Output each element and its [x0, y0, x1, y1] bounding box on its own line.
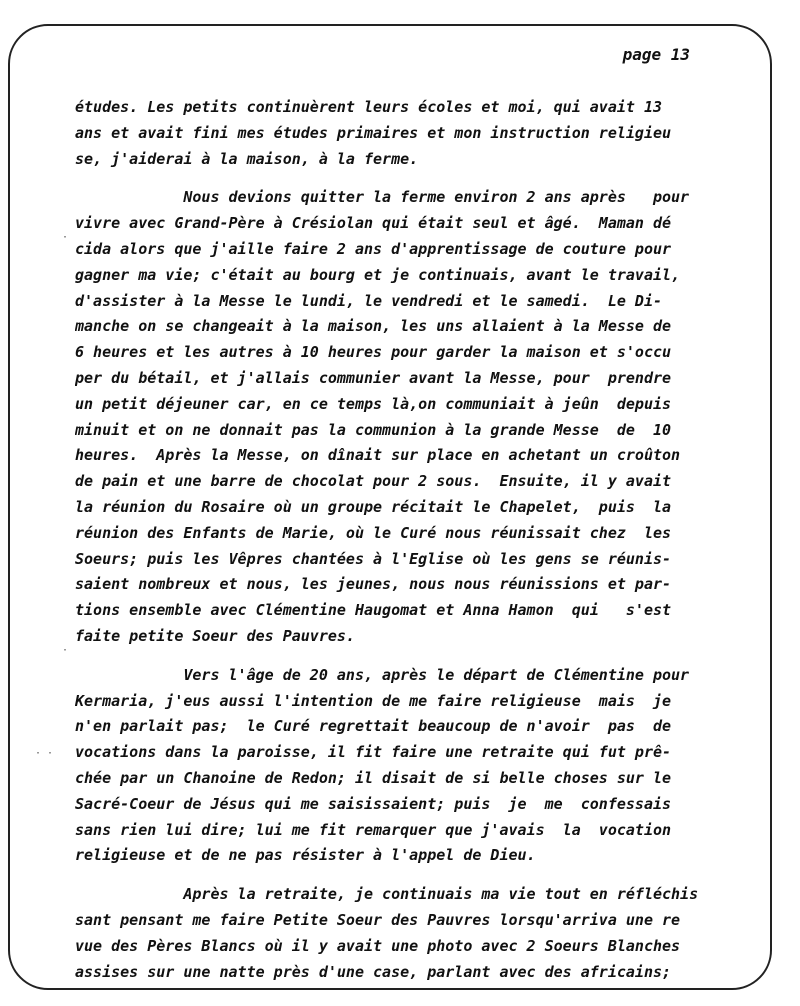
- text-line: Sacré-Coeur de Jésus qui me saisissaient; puis je me confessais: [75, 794, 672, 813]
- text-line: d'assister à la Messe le lundi, le vendredi et le samedi. Le Di-: [75, 291, 662, 310]
- text-line: Soeurs; puis les Vêpres chantées à l'Eglise où les gens se réunis-: [75, 549, 672, 568]
- text-line: études. Les petits continuèrent leurs écoles et moi, qui avait 13: [75, 98, 662, 116]
- text-line: manche on se changeait à la maison, les uns allaient à la Messe de: [75, 317, 672, 336]
- text-line: Après la retraite, je continuais ma vie tout en réfléchis: [75, 885, 699, 904]
- text-line: un petit déjeuner car, en ce temps là,on communiait à jeûn depuis: [75, 394, 672, 413]
- text-line: tions ensemble avec Clémentine Haugomat et Anna Hamon qui s'est: [75, 601, 672, 620]
- text-line: Kermaria, j'eus aussi l'intention de me faire religieuse mais je: [75, 691, 672, 710]
- text-line: minuit et on ne donnait pas la communion à la grande Messe de 10: [75, 420, 672, 439]
- document-body: [75, 95, 730, 985]
- text-line: vue des Pères Blancs où il y avait une photo avec 2 Soeurs Blanches: [75, 936, 681, 955]
- scan-mark: · ·: [35, 748, 54, 759]
- text-line: la réunion du Rosaire où un groupe récitait le Chapelet, puis la: [75, 497, 672, 516]
- text-line: saient nombreux et nous, les jeunes, nous nous réunissions et par-: [75, 575, 672, 594]
- text-line: 6 heures et les autres à 10 heures pour garder la maison et s'occu: [75, 343, 672, 362]
- text-line: sant pensant me faire Petite Soeur des Pauvres lorsqu'arriva une re: [75, 910, 681, 929]
- text-line: se, j'aiderai à la maison, à la ferme.: [75, 149, 419, 168]
- text-line: n'en parlait pas; le Curé regrettait beaucoup de n'avoir pas de: [75, 717, 672, 736]
- paragraph: [75, 663, 730, 869]
- text-line: chée par un Chanoine de Redon; il disait de si belle choses sur le: [75, 768, 672, 787]
- text-line: heures. Après la Messe, on dînait sur place en achetant un croûton: [75, 446, 681, 465]
- text-line: de pain et une barre de chocolat pour 2 sous. Ensuite, il y avait: [75, 472, 672, 491]
- scan-mark: ·: [62, 232, 69, 243]
- text-line: cida alors que j'aille faire 2 ans d'apprentissage de couture pour: [75, 239, 672, 258]
- paragraph: [75, 185, 730, 649]
- text-line: religieuse et de ne pas résister à l'appel de Dieu.: [75, 846, 536, 865]
- paragraph: [75, 95, 730, 172]
- text-line: assises sur une natte près d'une case, parlant avec des africains;: [75, 962, 672, 981]
- text-line: per du bétail, et j'allais communier avant la Messe, pour prendre: [75, 368, 672, 387]
- text-line: gagner ma vie; c'était au bourg et je continuais, avant le travail,: [75, 265, 681, 284]
- text-line: sans rien lui dire; lui me fit remarquer que j'avais la vocation: [75, 820, 672, 839]
- text-line: Nous devions quitter la ferme environ 2 ans après pour: [75, 188, 690, 207]
- paragraph-gap: [75, 172, 730, 185]
- page-number: page 13: [622, 45, 690, 64]
- paragraph-gap: [75, 650, 730, 663]
- scan-mark: ·: [62, 645, 69, 656]
- text-line: faite petite Soeur des Pauvres.: [75, 626, 355, 645]
- text-line: réunion des Enfants de Marie, où le Curé nous réunissait chez les: [75, 523, 672, 542]
- text-line: vivre avec Grand-Père à Crésiolan qui était seul et âgé. Maman dé: [75, 214, 672, 233]
- text-line: Vers l'âge de 20 ans, après le départ de Clémentine pour: [75, 665, 690, 684]
- text-line: vocations dans la paroisse, il fit faire une retraite qui fut prê-: [75, 743, 672, 762]
- paragraph-gap: [75, 869, 730, 882]
- paragraph: [75, 882, 730, 985]
- text-line: ans et avait fini mes études primaires et mon instruction religieu: [75, 123, 672, 142]
